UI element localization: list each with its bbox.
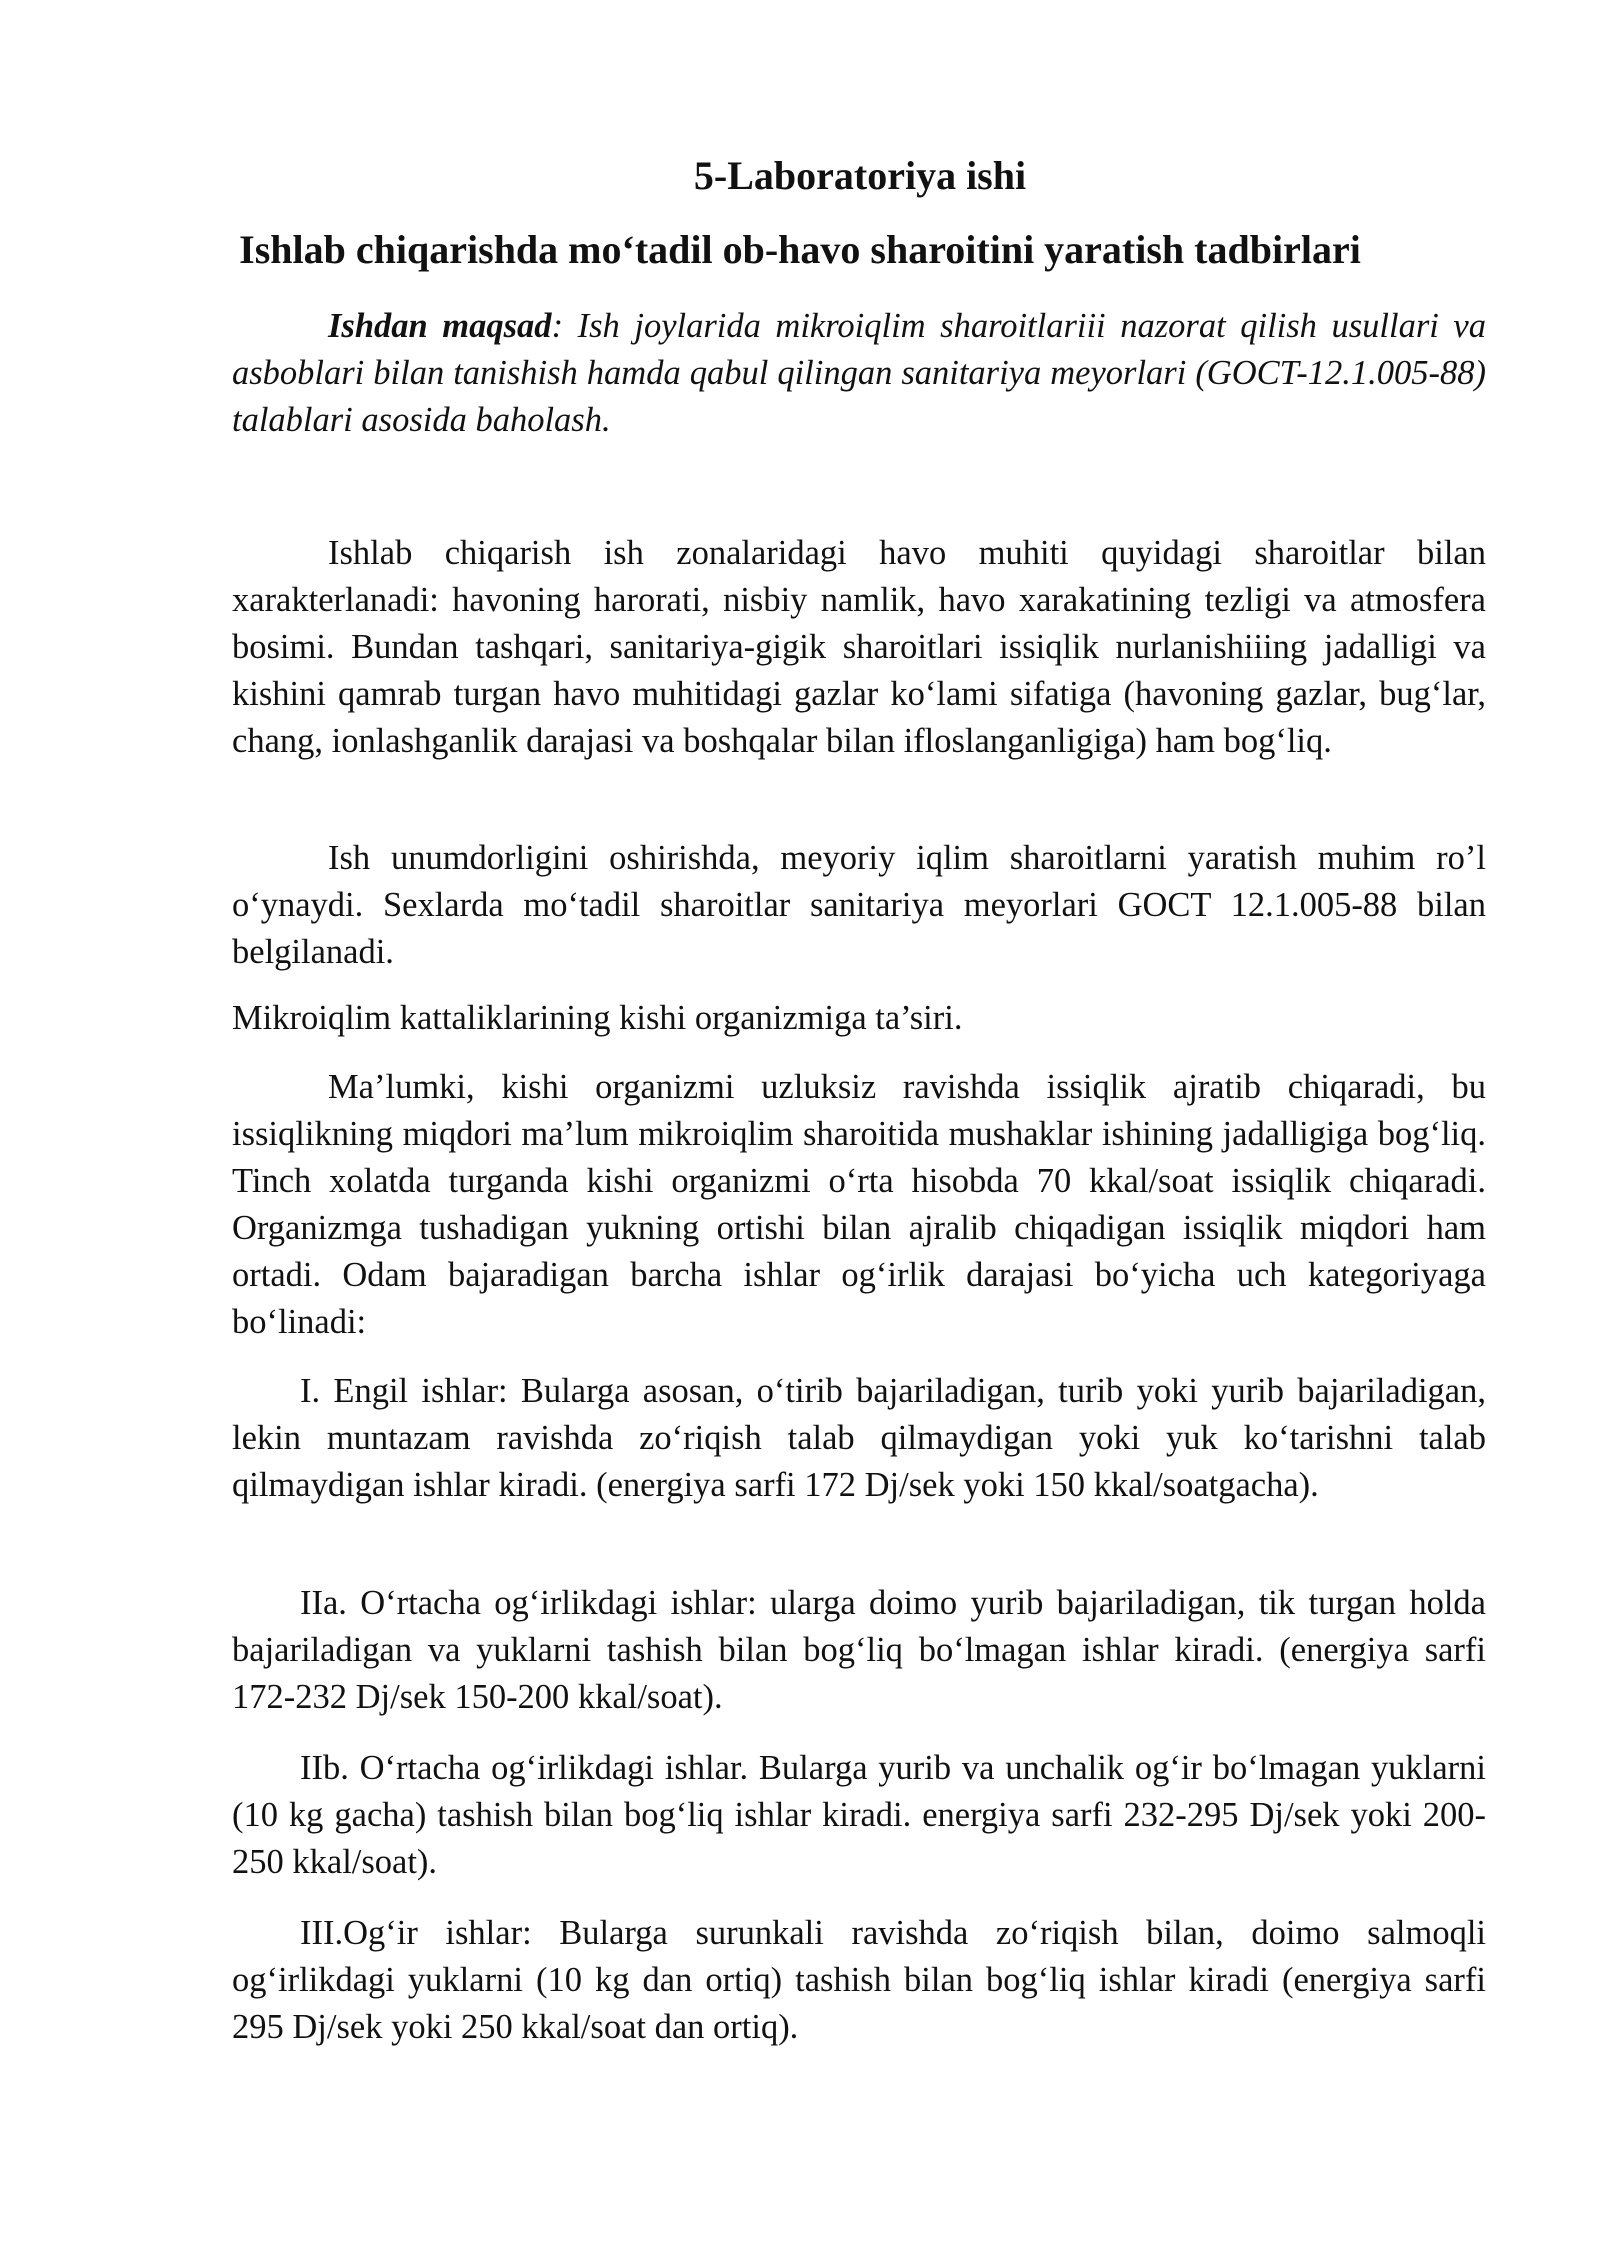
aim-paragraph [232, 303, 1486, 444]
category-item-2a: IIa. O‘rtacha og‘irlikdagi ishlar: ularga doimo yurib bajariladigan, tik turgan holda bajariladigan va yuklarni tashish bilan bog‘liq bo‘lmagan ishlar kiradi. (energiya sarfi 172-232 Dj/sek 150-200 kkal/soat). [232, 1584, 1486, 1716]
category-item-1: I. Engil ishlar: Bularga asosan, o‘tirib bajariladigan, turib yoki yurib bajariladigan, lekin muntazam ravishda zo‘riqish talab qilmaydigan yoki yuk ko‘tarishni talab qilmaydigan ishlar kiradi. (energiya sarfi 172 Dj/sek yoki 150 kkal/soatgacha). [232, 1372, 1486, 1504]
document-subtitle: Ishlab chiqarishda mo‘tadil ob-havo sharoitini yaratish tadbirlari [239, 227, 1361, 272]
aim-label: Ishdan maqsad [328, 307, 552, 345]
intro-paragraph-2: Ish unumdorligini oshirishda, meyoriy iqlim sharoitlarni yaratish muhim ro’l o‘ynaydi. Sexlarda mo‘tadil sharoitlar sanitariya meyorlari GOCT 12.1.005-88 bilan belgilanadi. [232, 839, 1486, 971]
section-paragraph: Ma’lumki, kishi organizmi uzluksiz ravishda issiqlik ajratib chiqaradi, bu issiqlikning miqdori ma’lum mikroiqlim sharoitida mushaklar ishining jadalligiga bog‘liq. Tinch xolatda turganda kishi organizmi o‘rta hisobda 70 kkal/soat issiqlik chiqaradi. Organizmga tushadigan yukning ortishi bilan ajralib chiqadigan issiqlik miqdori ham ortadi. Odam bajaradigan barcha ishlar og‘irlik darajasi bo‘yicha uch kategoriyaga bo‘linadi: [232, 1068, 1486, 1341]
document-title: 5-Laboratoriya ishi [693, 153, 1027, 198]
aim-text: : Ish joylarida mikroiqlim sharoitlariii nazorat qilish usullari va asboblari bilan tanishish hamda qabul qilingan sanitariya meyorlari (GOCT-12.1.005-88) talablari asosida baholash. [232, 307, 1486, 439]
intro-paragraph-1: Ishlab chiqarish ish zonalaridagi havo muhiti quyidagi sharoitlar bilan xarakterlanadi: havoning harorati, nisbiy namlik, havo xarakatining tezligi va atmosfera bosimi. Bundan tashqari, sanitariya-gigik sharoitlari issiqlik nurlanishiiing jadalligi va kishini qamrab turgan havo muhitidagi gazlar ko‘lami sifatiga (havoning gazlar, bug‘lar, chang, ionlashganlik darajasi va boshqalar bilan ifloslanganligiga) ham bog‘liq. [232, 534, 1486, 760]
category-item-2b: IIb. O‘rtacha og‘irlikdagi ishlar. Bularga yurib va unchalik og‘ir bo‘lmagan yuklarni (10 kg gacha) tashish bilan bog‘liq ishlar kiradi. energiya sarfi 232-295 Dj/sek yoki 200-250 kkal/soat). [232, 1749, 1486, 1881]
category-item-3: III.Og‘ir ishlar: Bularga surunkali ravishda zo‘riqish bilan, doimo salmoqli og‘irlikdagi yuklarni (10 kg dan ortiq) tashish bilan bog‘liq ishlar kiradi (energiya sarfi 295 Dj/sek yoki 250 kkal/soat dan ortiq). [232, 1914, 1486, 2046]
section-heading: Mikroiqlim kattaliklarining kishi organizmiga ta’siri. [232, 999, 963, 1037]
